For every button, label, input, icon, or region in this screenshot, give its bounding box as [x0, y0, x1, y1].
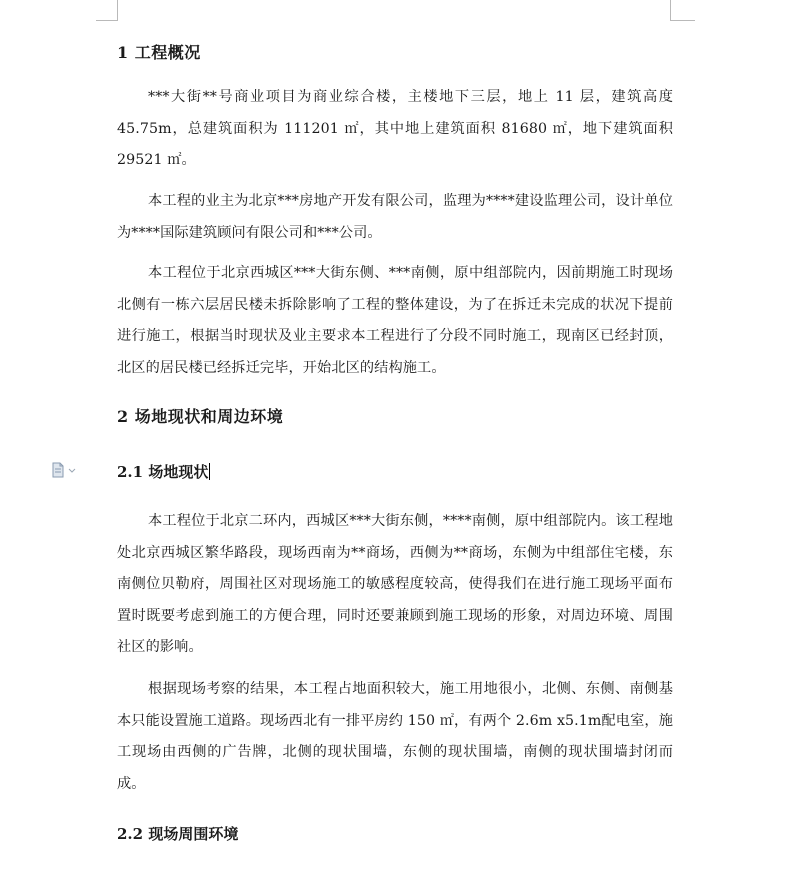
paragraph-site-status: 本工程位于北京二环内，西城区***大街东侧，****南侧，原中组部院内。该工程地处北京西城区繁华路段，现场西南为**商场，西侧为**商场，东侧为中组部住宅楼，东南侧位贝勒府，周围社区对现场施工的敏感程度较高，使得我们在进行施工现场平面布置时既要考虑到施工的方便合理，同时还要兼顾到施工现场的形象，对周边环境、周围社区的影响。: [117, 513, 673, 655]
paragraph-owner-supervisor: 本工程的业主为北京***房地产开发有限公司，监理为****建设监理公司，设计单位为****国际建筑顾问有限公司和***公司。: [117, 193, 673, 241]
section-heading-1: 1 工程概况: [117, 43, 201, 62]
crop-mark-top-right: [670, 0, 695, 21]
section-heading-2-2: 2.2 现场周围环境: [117, 825, 239, 843]
paragraph-site-survey: 根据现场考察的结果，本工程占地面积较大，施工用地很小，北侧、东侧、南侧基本只能设置施工道路。现场西北有一排平房约 150 ㎡，有两个 2.6m x5.1m配电室，施工现场由西侧的广告牌，北侧的现状围墙，东侧的现状围墙，南侧的现状围墙封闭而成。: [117, 681, 673, 792]
paragraph-project-overview: ***大街**号商业项目为商业综合楼，主楼地下三层，地上 11 层，建筑高度45.75m，总建筑面积为 111201 ㎡，其中地上建筑面积 81680 ㎡，地下建筑面积29521 ㎡。: [117, 89, 673, 168]
document-page-icon[interactable]: [52, 462, 80, 478]
paragraph-project-location: 本工程位于北京西城区***大街东侧、***南侧，原中组部院内，因前期施工时现场北侧有一栋六层居民楼未拆除影响了工程的整体建设，为了在拆迁未完成的状况下提前进行施工，根据当时现状及业主要求本工程进行了分段不同时施工，现南区已经封顶，北区的居民楼已经拆迁完毕，开始北区的结构施工。: [117, 265, 673, 376]
section-heading-2: 2 场地现状和周边环境: [117, 407, 284, 426]
section-heading-2-1[interactable]: [117, 461, 210, 482]
crop-mark-top-left: [96, 0, 118, 21]
text-cursor: [209, 463, 210, 480]
heading-2-1-text: 2.1 场地现状: [117, 463, 209, 481]
